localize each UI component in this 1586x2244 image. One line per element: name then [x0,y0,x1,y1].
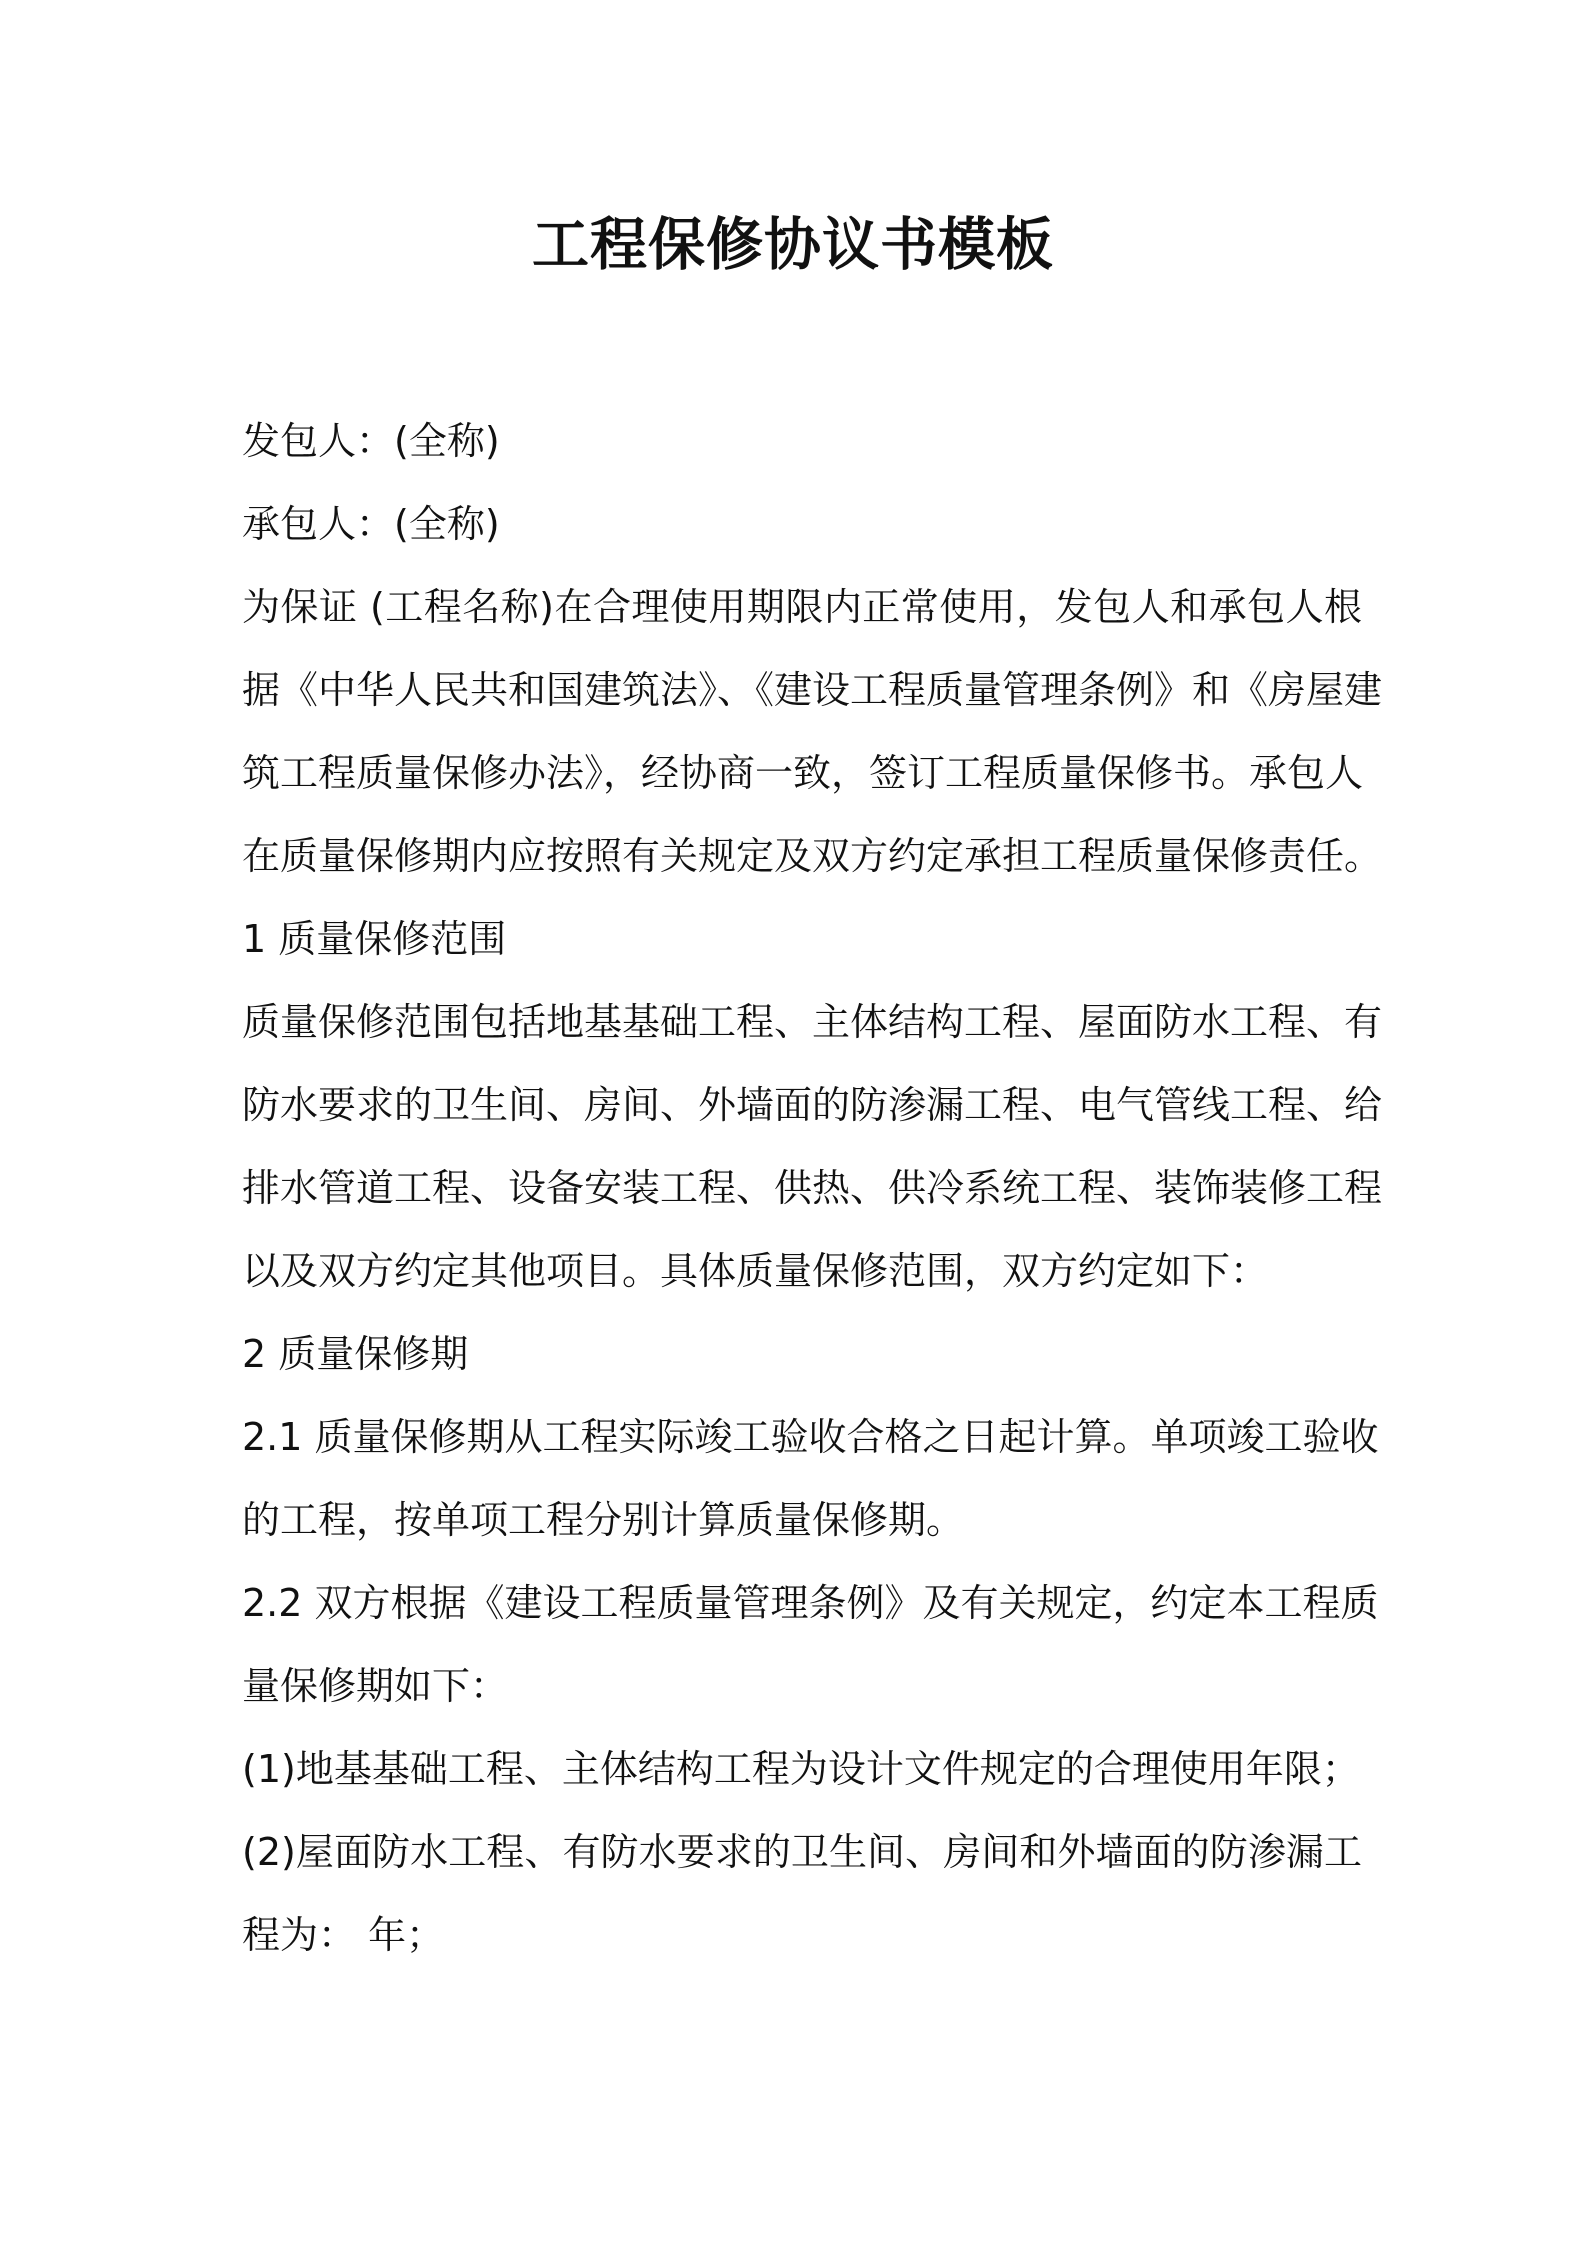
intro-line-3: 筑工程质量保修办法》，经协商一致，签订工程质量保修书。承包人 [242,751,1364,795]
clause-2-2-line-1: 2.2 双方根据《建设工程质量管理条例》及有关规定，约定本工程质 [242,1581,1379,1625]
party-a-line: 发包人：(全称) [242,419,500,463]
section-1-line-2: 防水要求的卫生间、房间、外墙面的防渗漏工程、电气管线工程、给 [242,1083,1383,1127]
intro-line-2: 据《中华人民共和国建筑法》、《建设工程质量管理条例》和《房屋建 [242,668,1383,712]
document-body [242,400,1383,1977]
clause-2-2-line-2: 量保修期如下： [242,1664,509,1708]
section-1-line-4: 以及双方约定其他项目。具体质量保修范围，双方约定如下： [242,1249,1269,1293]
item-2-line-2: 程为： 年； [242,1913,445,1957]
clause-2-1-line-1: 2.1 质量保修期从工程实际竣工验收合格之日起计算。单项竣工验收 [242,1415,1379,1459]
intro-line-1: 为保证 (工程名称)在合理使用期限内正常使用，发包人和承包人根 [242,585,1362,629]
document-title: 工程保修协议书模板 [532,212,1054,278]
section-1-line-3: 排水管道工程、设备安装工程、供热、供冷系统工程、装饰装修工程 [242,1166,1383,1210]
section-2-heading: 2 质量保修期 [242,1332,469,1376]
clause-2-1-line-2: 的工程，按单项工程分别计算质量保修期。 [242,1498,965,1542]
intro-line-4: 在质量保修期内应按照有关规定及双方约定承担工程质量保修责任。 [242,834,1383,878]
item-2-line-1: (2)屋面防水工程、有防水要求的卫生间、房间和外墙面的防渗漏工 [242,1830,1362,1874]
section-1-line-1: 质量保修范围包括地基基础工程、主体结构工程、屋面防水工程、有 [242,1000,1383,1044]
section-1-heading: 1 质量保修范围 [242,917,507,961]
item-1-line: (1)地基基础工程、主体结构工程为设计文件规定的合理使用年限； [242,1747,1360,1791]
party-b-line: 承包人：(全称) [242,502,500,546]
